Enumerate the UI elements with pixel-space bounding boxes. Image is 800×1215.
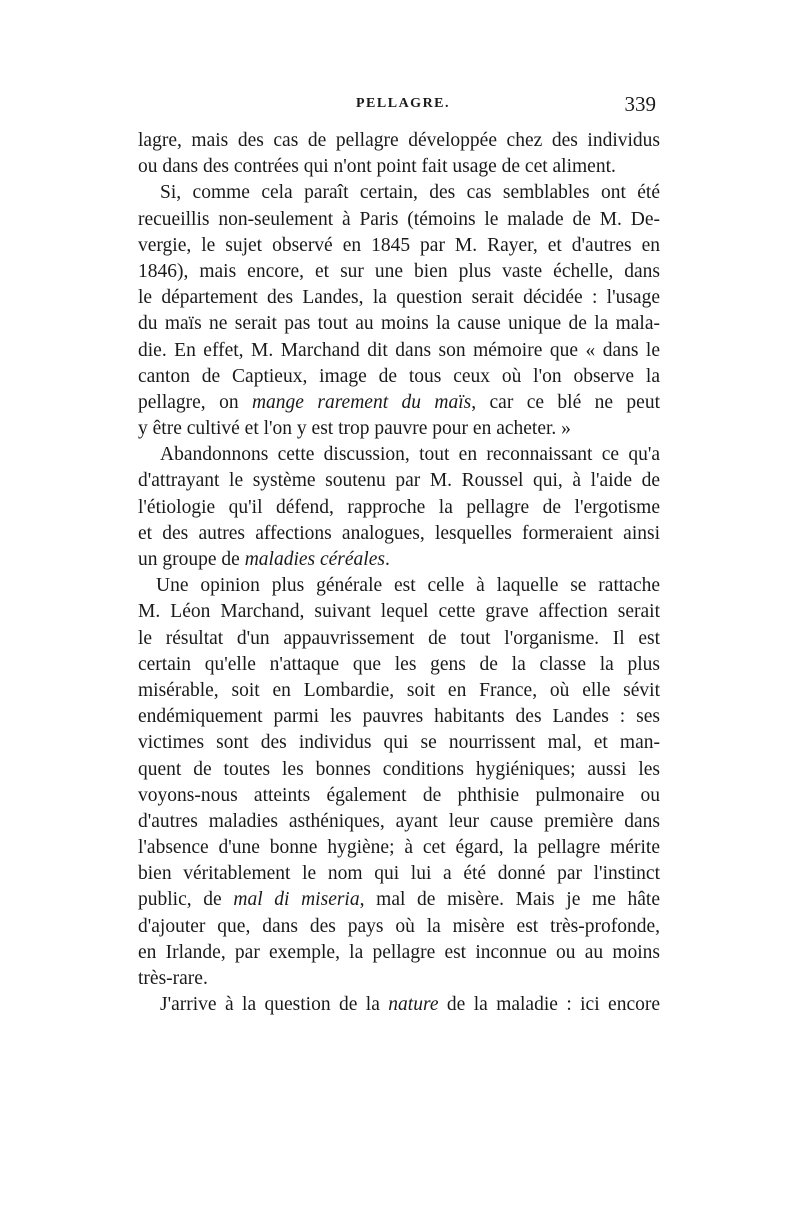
italic-text-segment: maladies céréales	[244, 549, 385, 570]
italic-text-segment: mange rarement du maïs	[251, 391, 472, 413]
text-line	[138, 495, 660, 521]
text-line	[138, 233, 660, 259]
text-segment: très-rare.	[138, 968, 208, 989]
text-line	[138, 887, 660, 913]
text-segment: , mal de misère. Mais je me hâte	[359, 889, 660, 911]
text-segment: certain qu'elle n'attaque que les gens de la classe la plus	[138, 653, 660, 675]
text-line	[138, 809, 660, 835]
text-line	[138, 128, 660, 154]
text-segment: y être cultivé et l'on y est trop pauvre pour en acheter. »	[138, 418, 571, 440]
text-segment: , car ce blé ne peut	[471, 391, 660, 413]
text-segment: en Irlande, par exemple, la pellagre est inconnue ou au moins	[138, 941, 660, 963]
text-line	[138, 599, 660, 625]
italic-text-segment: mal di miseria	[233, 889, 360, 911]
text-line	[138, 704, 660, 730]
text-segment: misérable, soit en Lombardie, soit en France, où elle sévit	[138, 679, 660, 701]
text-segment: endémiquement parmi les pauvres habitants des Landes : ses	[138, 706, 660, 728]
text-segment: public, de	[138, 889, 234, 911]
text-line	[138, 154, 660, 180]
page-number: 339	[624, 92, 656, 116]
text-line	[138, 468, 660, 494]
text-line	[138, 626, 660, 652]
text-line	[138, 783, 660, 809]
text-line	[138, 416, 660, 442]
text-segment: le résultat d'un appauvrissement de tout l'organisme. Il est	[138, 627, 660, 649]
text-segment: ou dans des contrées qui n'ont point fait usage de cet aliment.	[138, 156, 616, 178]
text-line	[138, 547, 660, 573]
text-line	[138, 861, 660, 887]
text-line	[138, 390, 660, 416]
italic-text-segment: nature	[388, 994, 439, 1016]
running-title: PELLAGRE.	[356, 96, 451, 111]
text-line	[138, 442, 660, 468]
text-segment: de la maladie : ici encore	[438, 994, 660, 1016]
text-segment: 1846), mais encore, et sur une bien plus vaste échelle, dans	[138, 260, 660, 282]
text-line	[138, 285, 660, 311]
text-segment: quent de toutes les bonnes conditions hygiéniques; aussi les	[138, 758, 660, 780]
text-line	[138, 207, 660, 233]
text-segment: victimes sont des individus qui se nourrissent mal, et man-	[138, 732, 660, 754]
text-line	[138, 835, 660, 861]
text-segment: pellagre, on	[138, 391, 252, 413]
text-line	[138, 259, 660, 285]
text-segment: Une opinion plus générale est celle à laquelle se rattache	[156, 575, 660, 597]
text-line	[138, 757, 660, 783]
text-segment: bien véritablement le nom qui lui a été donné par l'instinct	[138, 863, 660, 885]
text-line	[138, 730, 660, 756]
text-line	[138, 992, 660, 1018]
text-segment: M. Léon Marchand, suivant lequel cette grave affection serait	[138, 601, 660, 623]
text-segment: et des autres affections analogues, lesquelles formeraient ainsi	[138, 522, 660, 544]
text-segment: Abandonnons cette discussion, tout en reconnaissant ce qu'a	[160, 444, 660, 466]
body-text	[138, 128, 660, 1018]
text-line	[138, 940, 660, 966]
text-segment: voyons-nous atteints également de phthisie pulmonaire ou	[138, 784, 660, 806]
text-segment: J'arrive à la question de la	[160, 994, 389, 1016]
text-segment: un groupe de	[138, 549, 245, 570]
text-segment: du maïs ne serait pas tout au moins la cause unique de la mala-	[138, 313, 660, 335]
text-line	[138, 914, 660, 940]
text-segment: .	[384, 549, 390, 570]
text-line	[138, 311, 660, 337]
text-segment: d'ajouter que, dans des pays où la misère est très-profonde,	[138, 915, 660, 937]
text-segment: le département des Landes, la question serait décidée : l'usage	[138, 287, 660, 309]
text-segment: die. En effet, M. Marchand dit dans son mémoire que « dans le	[138, 339, 660, 361]
text-segment: recueillis non-seulement à Paris (témoins le malade de M. De-	[138, 208, 660, 230]
text-line	[138, 678, 660, 704]
text-segment: l'étiologie qu'il défend, rapproche la pellagre de l'ergotisme	[138, 496, 660, 518]
text-segment: canton de Captieux, image de tous ceux où l'on observe la	[138, 365, 660, 387]
text-segment: lagre, mais des cas de pellagre développée chez des individus	[138, 130, 660, 151]
text-line	[138, 521, 660, 547]
text-segment: l'absence d'une bonne hygiène; à cet égard, la pellagre mérite	[138, 837, 660, 859]
text-line	[138, 364, 660, 390]
text-line	[138, 966, 660, 992]
text-segment: d'attrayant le système soutenu par M. Roussel qui, à l'aide de	[138, 470, 660, 492]
text-segment: vergie, le sujet observé en 1845 par M. Rayer, et d'autres en	[138, 234, 660, 256]
text-segment: d'autres maladies asthéniques, ayant leur cause première dans	[138, 810, 660, 832]
text-segment: Si, comme cela paraît certain, des cas semblables ont été	[160, 182, 660, 204]
running-head	[138, 92, 660, 122]
text-line	[138, 180, 660, 206]
text-line	[138, 652, 660, 678]
text-line	[138, 338, 660, 364]
text-line	[138, 573, 660, 599]
